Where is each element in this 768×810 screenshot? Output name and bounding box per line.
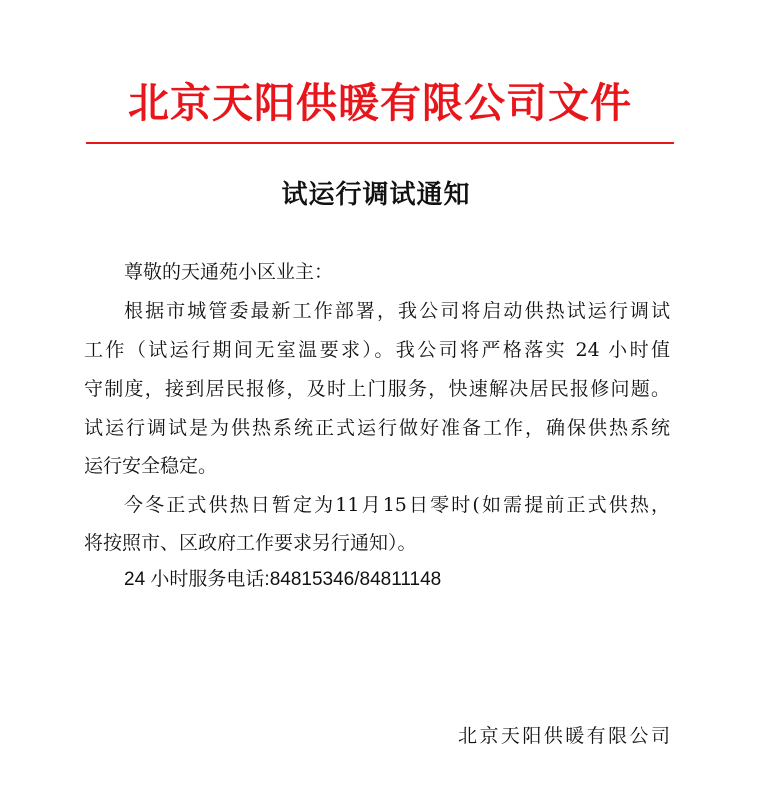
document-header-title: 北京天阳供暖有限公司文件 xyxy=(128,79,632,127)
paragraph-line: 运行安全稳定。 xyxy=(84,455,218,477)
paragraph-line: 今冬正式供热日暂定为11月15日零时(如需提前正式供热， xyxy=(124,494,670,516)
signature: 北京天阳供暖有限公司 xyxy=(458,725,670,747)
paragraph-line: 根据市城管委最新工作部署，我公司将启动供热试运行调试 xyxy=(124,300,670,322)
notice-title: 试运行调试通知 xyxy=(281,180,471,210)
paragraph-line: 将按照市、区政府工作要求另行通知）。 xyxy=(84,532,417,554)
header-divider xyxy=(86,142,674,144)
paragraph-line: 试运行调试是为供热系统正式运行做好准备工作，确保供热系统 xyxy=(84,417,670,439)
salutation: 尊敬的天通苑小区业主： xyxy=(124,261,334,283)
paragraph-line: 工作（试运行期间无室温要求）。我公司将严格落实 24 小时值 xyxy=(84,339,670,361)
paragraph-line: 守制度，接到居民报修，及时上门服务，快速解决居民报修问题。 xyxy=(84,378,670,400)
service-hotline: 24 小时服务电话:84815346/84811148 xyxy=(124,569,442,590)
